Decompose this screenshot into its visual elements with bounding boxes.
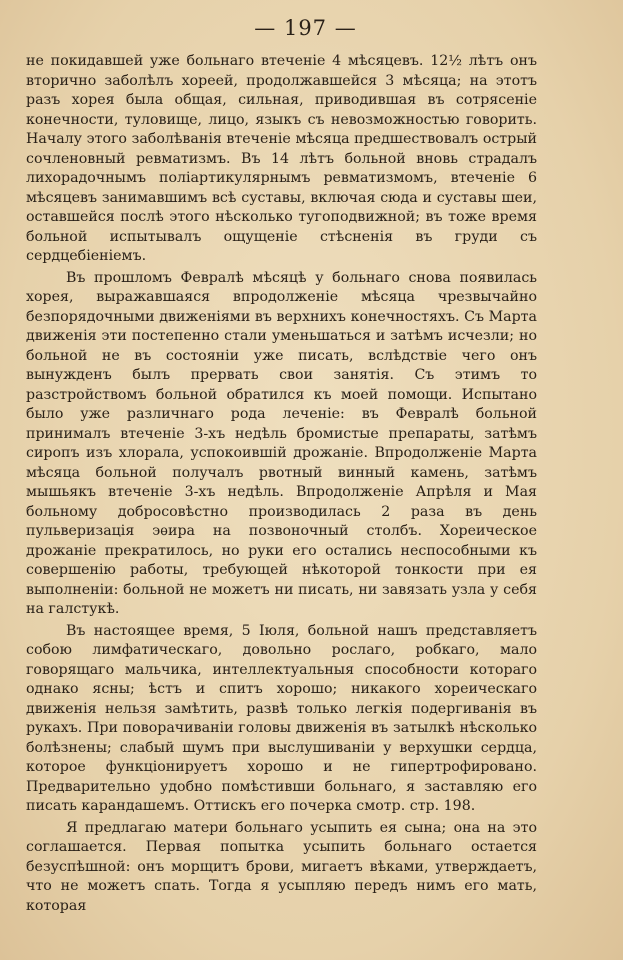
paragraph-3: Въ настоящее время, 5 Іюля, больной нашъ представляетъ собою лимфатическаго, довольно рослаго, робкаго, мало говорящаго мальчика, интеллектуальныя способности котораго однако ясны; ѣстъ и спитъ хорошо; никакого хореическаго движенія нельзя замѣтить, развѣ только легкія подергиванія въ рукахъ. При поворачиваніи головы движенія въ затылкѣ нѣсколько болѣзнены; слабый шумъ при выслушиваніи у верхушки сердца, которое функціонируетъ хорошо и не гипертрофировано. Предварительно удобно помѣстивши больнаго, я заставляю его писать карандашемъ. Оттискъ его почерка смотр. стр. 198. [26, 622, 537, 814]
paragraph-1: не покидавшей уже больнаго втеченіе 4 мѣсяцевъ. 12½ лѣтъ онъ вторично заболѣлъ хореей, продолжавшейся 3 мѣсяца; на этотъ разъ хорея была общая, сильная, приводившая въ сотрясеніе конечности, туловище, лицо, языкъ съ невозможностью говорить. Началу этого заболѣванія втеченіе мѣсяца предшествовалъ острый сочленовный ревматизмъ. Въ 14 лѣтъ больной вновь страдалъ лихорадочнымъ поліартикулярнымъ ревматизмомъ, втеченіе 6 мѣсяцевъ занимавшимъ всѣ суставы, включая сюда и суставы шеи, оставшейся послѣ этого нѣсколько тугоподвижной; въ тоже время больной испытывалъ ощущеніе стѣсненія въ груди съ сердцебіеніемъ. [26, 53, 537, 264]
paragraph-2: Въ прошломъ Февралѣ мѣсяцѣ у больнаго снова появилась хорея, выражавшаяся впродолженіе мѣсяца чрезвычайно безпорядочными движеніями въ верхнихъ конечностяхъ. Съ Марта движенія эти постепенно стали уменьшаться и затѣмъ исчезли; но больной не въ состояніи уже писать, вслѣдствіе чего онъ вынужденъ былъ прервать свои занятія. Съ этимъ то разстройствомъ больной обратился къ моей помощи. Испытано было уже различнаго рода леченіе: въ Февралѣ больной принималъ втеченіе 3-хъ недѣль бромистые препараты, затѣмъ сиропъ изъ хлорала, успокоившій дрожаніе. Впродолженіе Марта мѣсяца больной получалъ рвотный винный камень, затѣмъ мышьякъ втеченіе 3-хъ недѣль. Впродолженіе Апрѣля и Мая больному добросовѣстно производилась 2 раза въ день пульверизація эѳира на позвоночный столбъ. Хореическое дрожаніе прекратилось, но руки его остались неспособными къ совершенію работы, требующей нѣкоторой тонкости при ея выполненіи: больной не можетъ ни писать, ни завязать узла у себя на галстукѣ. [26, 269, 537, 617]
page-number: — 197 — [254, 16, 357, 40]
text-body [26, 52, 537, 916]
paragraph-4: Я предлагаю матери больнаго усыпить ея сына; она на это соглашается. Первая попытка усыпить больнаго остается безуспѣшной: онъ морщитъ брови, мигаетъ вѣками, утверждаетъ, что не можетъ спать. Тогда я усыпляю передъ нимъ его мать, которая [26, 819, 537, 914]
